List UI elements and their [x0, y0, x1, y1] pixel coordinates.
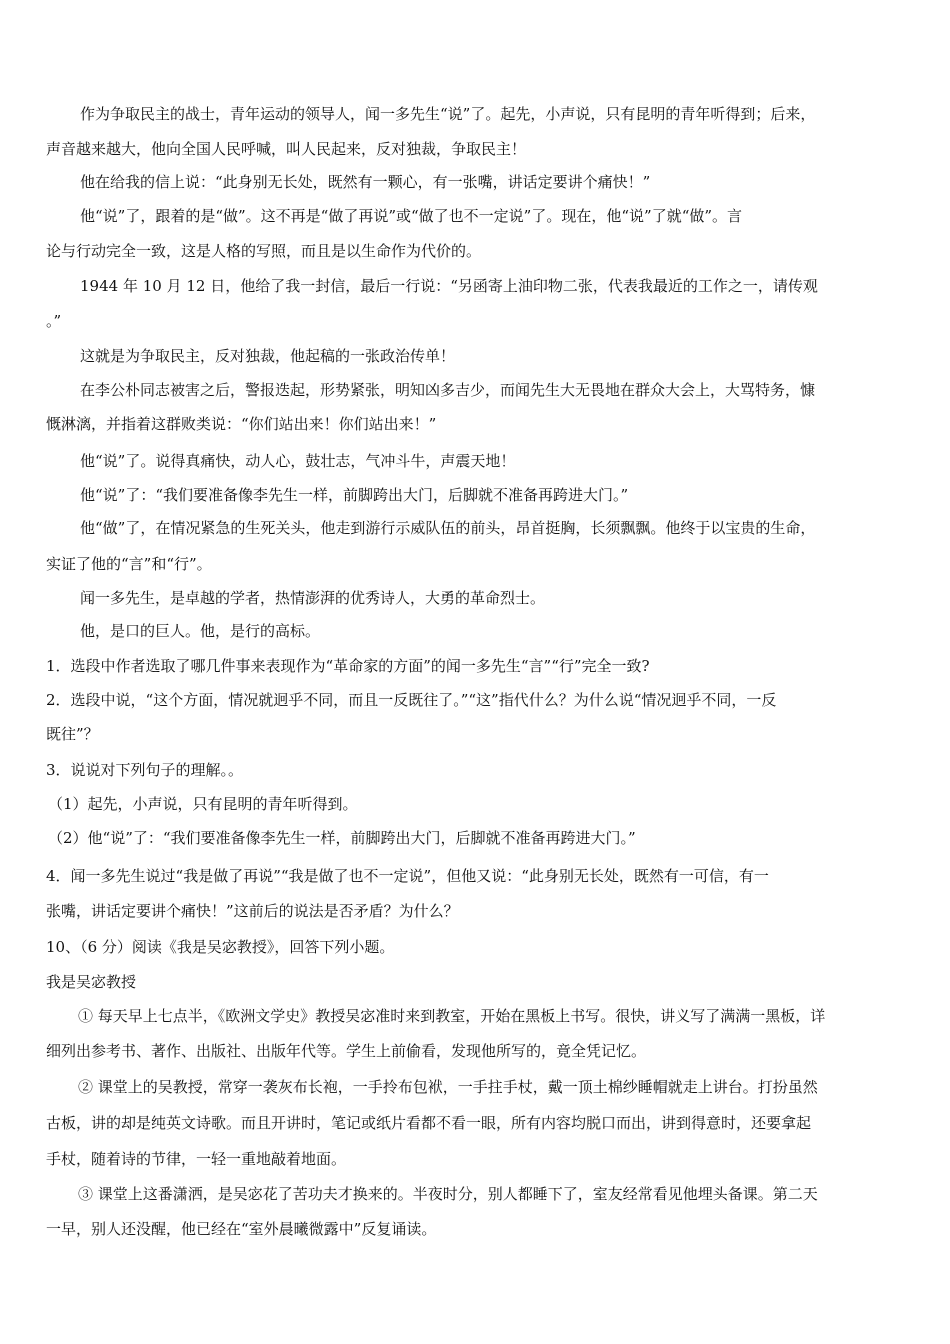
- question-1: 1．选段中作者选取了哪几件事来表现作为“革命家的方面”的闻一多先生“言”“行”完全一致?: [46, 657, 650, 675]
- article-title: 我是吴宓教授: [46, 973, 137, 991]
- question-3: 3．说说对下列句子的理解。。: [46, 761, 244, 779]
- question-4-line-2: 张嘴，讲话定要讲个痛快！”这前后的说法是否矛盾？为什么？: [46, 902, 459, 920]
- question-3-sub-1: （1）起先，小声说，只有昆明的青年听得到。: [48, 795, 358, 813]
- article-paragraph-1-line-1: ① 每天早上七点半，《欧洲文学史》教授吴宓准时来到教室，开始在黑板上书写。很快，讲义写了满满一黑板，详: [78, 1007, 826, 1025]
- passage-paragraph-3-line-1: 他“说”了，跟着的是“做”。这不再是“做了再说”或“做了也不一定说”了。现在，他“说”了就“做”。言: [80, 207, 743, 225]
- section-10-heading: 10、（6 分）阅读《我是吴宓教授》，回答下列小题。: [46, 938, 395, 956]
- passage-paragraph-3-line-2: 论与行动完全一致，这是人格的写照，而且是以生命作为代价的。: [46, 242, 482, 260]
- passage-paragraph-9-line-1: 他“做”了，在情况紧急的生死关头，他走到游行示威队伍的前头，昂首挺胸，长须飘飘。他终于以宝贵的生命，: [80, 519, 816, 537]
- passage-paragraph-11: 他，是口的巨人。他，是行的高标。: [80, 622, 321, 640]
- article-paragraph-2-line-2: 古板，讲的却是纯英文诗歌。而且开讲时，笔记或纸片看都不看一眼，所有内容均脱口而出，讲到得意时，还要拿起: [46, 1114, 812, 1132]
- passage-paragraph-6-line-2: 慨淋漓，并指着这群败类说：“你们站出来！你们站出来！”: [46, 415, 437, 433]
- article-paragraph-2-line-3: 手杖，随着诗的节律，一轻一重地敲着地面。: [46, 1150, 347, 1168]
- passage-paragraph-7: 他“说”了。说得真痛快，动人心，鼓壮志，气冲斗牛，声震天地！: [80, 452, 516, 470]
- passage-paragraph-6-line-1: 在李公朴同志被害之后，警报迭起，形势紧张，明知凶多吉少，而闻先生大无畏地在群众大会上，大骂特务，慷: [80, 381, 816, 399]
- passage-paragraph-9-line-2: 实证了他的“言”和“行”。: [46, 555, 212, 573]
- article-paragraph-3-line-2: 一早，别人还没醒，他已经在“室外晨曦微露中”反复诵读。: [46, 1220, 437, 1238]
- passage-paragraph-8: 他“说”了：“我们要准备像李先生一样，前脚跨出大门，后脚就不准备再跨进大门。”: [80, 486, 629, 504]
- question-2-line-2: 既往”？: [46, 725, 99, 743]
- article-paragraph-1-line-2: 细列出参考书、著作、出版社、出版年代等。学生上前偷看，发现他所写的，竟全凭记忆。: [46, 1042, 647, 1060]
- passage-paragraph-1-line-1: 作为争取民主的战士，青年运动的领导人，闻一多先生“说”了。起先，小声说，只有昆明的青年听得到；后来，: [80, 105, 816, 123]
- question-4-line-1: 4．闻一多先生说过“我是做了再说”“我是做了也不一定说”，但他又说：“此身别无长处，既然有一可信，有一: [46, 867, 769, 885]
- article-paragraph-2-line-1: ② 课堂上的吴教授，常穿一袭灰布长袍，一手拎布包袱，一手拄手杖，戴一顶土棉纱睡帽就走上讲台。打扮虽然: [78, 1078, 818, 1096]
- question-2-line-1: 2．选段中说，“这个方面，情况就迥乎不同，而且一反既往了。”“这”指代什么？为什么说“情况迥乎不同，一反: [46, 691, 777, 709]
- passage-paragraph-2: 他在给我的信上说：“此身别无长处，既然有一颗心，有一张嘴，讲话定要讲个痛快！”: [80, 173, 651, 191]
- article-paragraph-3-line-1: ③ 课堂上这番潇洒，是吴宓花了苦功夫才换来的。半夜时分，别人都睡下了，室友经常看见他埋头备课。第二天: [78, 1185, 818, 1203]
- passage-paragraph-10: 闻一多先生，是卓越的学者，热情澎湃的优秀诗人，大勇的革命烈士。: [80, 589, 546, 607]
- passage-paragraph-4-line-1: 1944 年 10 月 12 日，他给了我一封信，最后一行说：“另函寄上油印物二张，代表我最近的工作之一，请传观: [80, 277, 818, 295]
- passage-paragraph-1-line-2: 声音越来越大，他向全国人民呼喊，叫人民起来，反对独裁，争取民主！: [46, 140, 527, 158]
- question-3-sub-2: （2）他“说”了：“我们要准备像李先生一样，前脚跨出大门，后脚就不准备再跨进大门。”: [48, 829, 636, 847]
- passage-paragraph-4-line-2: 。”: [46, 312, 62, 330]
- passage-paragraph-5: 这就是为争取民主，反对独裁，他起稿的一张政治传单！: [80, 347, 456, 365]
